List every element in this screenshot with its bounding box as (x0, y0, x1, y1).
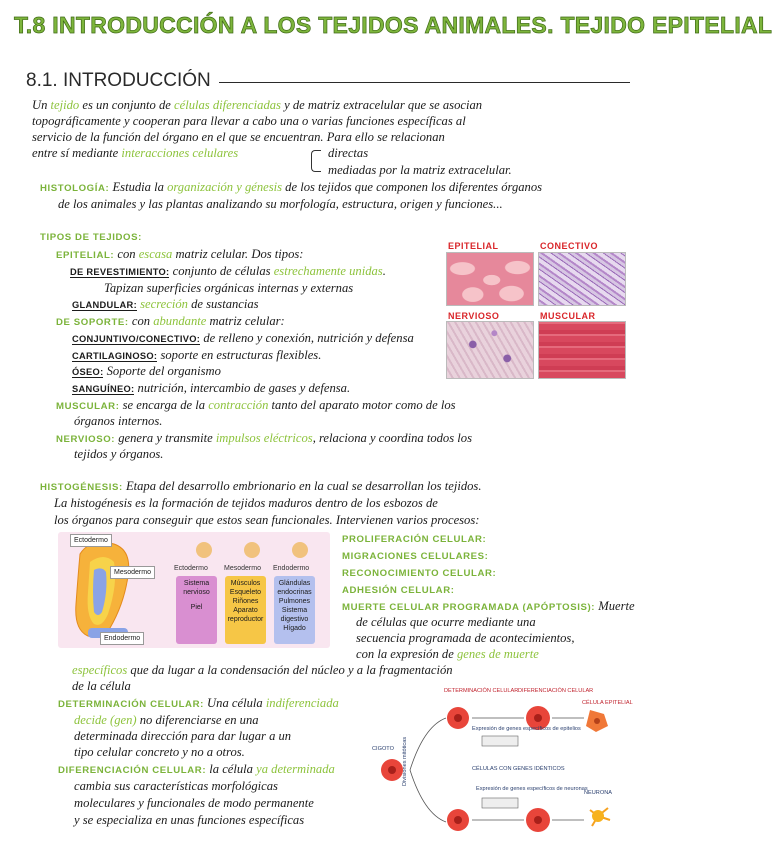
diferenciacion-line-4: y se especializa en unas funciones específicas (74, 813, 305, 827)
oseo-line: ÓSEO: Soporte del organismo (72, 364, 221, 378)
proceso-reconocimiento: RECONOCIMIENTO CELULAR: (342, 568, 497, 579)
flow-label-cigoto: CIGOTO (372, 746, 394, 752)
col-head-endodermo: Endodermo (273, 565, 310, 572)
flow-label-divisiones: Divisiones mitóticas (402, 736, 408, 786)
tissue-image-conectivo (538, 252, 626, 306)
label-mesodermo: Mesodermo (110, 566, 155, 579)
tissue-label-muscular: MUSCULAR (540, 311, 596, 321)
col-head-ectodermo: Ectodermo (174, 565, 208, 572)
nervioso-line: NERVIOSO: genera y transmite impulsos eléctricos, relaciona y coordina todos los (56, 431, 472, 445)
col-ectodermo: Sistema nervioso Piel (176, 576, 217, 644)
soporte-line: DE SOPORTE: con abundante matriz celular: (56, 314, 285, 328)
flow-label-celula-epitelial: CÉLULA EPITELIAL (582, 700, 633, 706)
apoptosis-line-2: de células que ocurre mediante una (356, 615, 536, 629)
brace (311, 150, 321, 172)
col-endodermo: Glándulas endocrinas Pulmones Sistema digestivo Hígado (274, 576, 315, 644)
intro-directas: directas (328, 146, 369, 160)
proceso-adhesion: ADHESIÓN CELULAR: (342, 585, 455, 596)
diferenciacion-line-2: cambia sus características morfológicas (74, 779, 278, 793)
tissue-image-nervioso (446, 321, 534, 379)
intro-line-4: entre sí mediante interacciones celulares (32, 146, 239, 160)
diferenciacion-line-3: moleculares y funcionales de modo permanente (74, 796, 314, 810)
apoptosis-line-6: de la célula (72, 679, 131, 693)
histogenesis-line-1: HISTOGÉNESIS: Etapa del desarrollo embrionario en la cual se desarrollan los tejidos. (40, 479, 482, 493)
determinacion-line-3: determinada dirección para dar lugar a un (74, 729, 292, 743)
proceso-migraciones: MIGRACIONES CELULARES: (342, 551, 489, 562)
page-title: T.8 INTRODUCCIÓN A LOS TEJIDOS ANIMALES. TEJIDO EPITELIAL (14, 12, 772, 38)
histologia-line-1: HISTOLOGÍA: Estudia la organización y génesis de los tejidos que componen los diferentes órganos (40, 180, 543, 194)
section-header (26, 70, 630, 92)
tissue-image-epitelial (446, 252, 534, 306)
histogenesis-line-2: La histogénesis es la formación de tejidos maduros dentro de los esbozos de (54, 496, 438, 510)
intro-line-1: Un tejido es un conjunto de células diferenciadas y de matriz extracelular que se asocian (32, 98, 483, 112)
intro-line-2: topográficamente y cooperan para llevar a cabo una o varias funciones específicas al (32, 114, 466, 128)
revestimiento-line-2: Tapizan superficies orgánicas internas y externas (104, 281, 354, 295)
col-mesodermo: Músculos Esqueleto Riñones Aparato reproductor (225, 576, 266, 644)
histogenesis-line-3: los órganos para conseguir que estos sean funcionales. Intervienen varios procesos: (54, 513, 480, 527)
muscular-line: MUSCULAR: se encarga de la contracción tanto del aparato motor como de los (56, 398, 456, 412)
epitelial-line: EPITELIAL: con escasa matriz celular. Dos tipos: (56, 247, 304, 261)
revestimiento-line: DE REVESTIMIENTO: conjunto de células estrechamente unidas. (70, 264, 386, 278)
conjuntivo-line: CONJUNTIVO/CONECTIVO: de relleno y conexión, nutrición y defensa (72, 331, 414, 345)
intro-line-3: servicio de la función del órgano en el que se encuentran. Para ello se relacionan (32, 130, 445, 144)
tissue-label-conectivo: CONECTIVO (540, 241, 599, 251)
flow-label-neurona: NEURONA (584, 790, 612, 796)
label-ectodermo: Ectodermo (70, 534, 112, 547)
section-title: 8.1. INTRODUCCIÓN (26, 70, 211, 91)
nervioso-line-2: tejidos y órganos. (74, 447, 164, 461)
sanguineo-line: SANGUÍNEO: nutrición, intercambio de gases y defensa. (72, 381, 351, 395)
determinacion-line-4: tipo celular concreto y no a otros. (74, 745, 245, 759)
flow-label-genes-identicos: CÉLULAS CON GENES IDÉNTICOS (472, 766, 565, 772)
glandular-line: GLANDULAR: secreción de sustancias (72, 297, 259, 311)
col-head-mesodermo: Mesodermo (224, 565, 261, 572)
section-rule (219, 82, 630, 83)
flow-label-genes-epitelio: Expresión de genes específicos de epitelios (472, 726, 581, 732)
flow-label-determinacion: DETERMINACIÓN CELULAR (444, 688, 519, 694)
intro-line-5: mediadas por la matriz extracelular. (328, 163, 512, 177)
muscular-line-2: órganos internos. (74, 414, 163, 428)
tissue-image-muscular (538, 321, 626, 379)
apoptosis-line-4: con la expresión de genes de muerte (356, 647, 539, 661)
cartilaginoso-line: CARTILAGINOSO: soporte en estructuras flexibles. (72, 348, 322, 362)
proceso-apoptosis: MUERTE CELULAR PROGRAMADA (APÓPTOSIS): Muerte (342, 599, 635, 613)
apoptosis-line-3: secuencia programada de acontecimientos, (356, 631, 575, 645)
diferenciacion-line-1: DIFERENCIACIÓN CELULAR: la célula ya determinada (58, 762, 335, 776)
histologia-line-2: de los animales y las plantas analizando su morfología, estructura, origen y funciones... (58, 197, 503, 211)
differentiation-diagram (368, 686, 633, 844)
tipos-heading: TIPOS DE TEJIDOS: (40, 232, 142, 243)
label-endodermo: Endodermo (100, 632, 144, 645)
determinacion-line-2: decide (gen) no diferenciarse en una (74, 713, 259, 727)
proceso-proliferacion: PROLIFERACIÓN CELULAR: (342, 534, 487, 545)
tissue-label-epitelial: EPITELIAL (448, 241, 499, 251)
flow-label-genes-neurona: Expresión de genes específicos de neuronas (476, 786, 588, 792)
tissue-label-nervioso: NERVIOSO (448, 311, 500, 321)
germ-layer-diagram (58, 532, 330, 648)
determinacion-line-1: DETERMINACIÓN CELULAR: Una célula indiferenciada (58, 696, 339, 710)
apoptosis-line-5: específicos que da lugar a la condensación del núcleo y a la fragmentación (72, 663, 453, 677)
flow-label-diferenciacion: DIFERENCIACIÓN CELULAR (518, 688, 594, 694)
